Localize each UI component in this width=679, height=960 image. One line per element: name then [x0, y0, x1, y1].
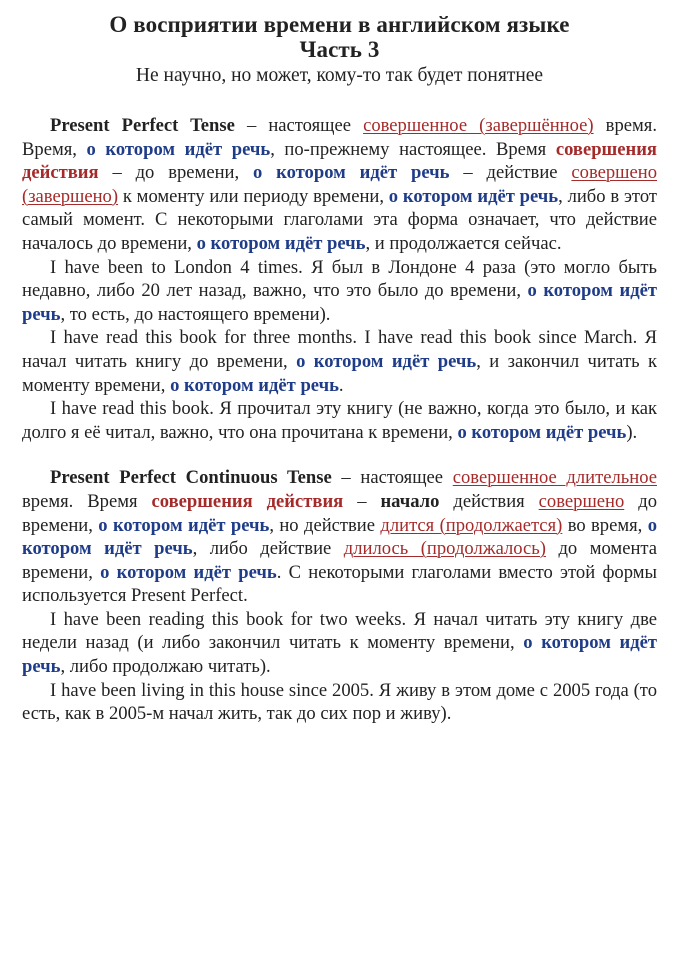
highlight-blue: о котором идёт речь [100, 561, 277, 583]
title-line-1: О восприятии времени в английском языке [109, 12, 570, 37]
highlight-red: совершения действия [151, 490, 344, 512]
highlight-bold: начало [380, 490, 440, 512]
highlight-blue: о котором идёт речь [22, 632, 657, 678]
highlight-blue: о котором идёт речь [196, 232, 366, 254]
present-perfect-continuous-term: Present Perfect Continuous Tense [50, 467, 332, 489]
highlight-blue: о котором идёт речь [98, 514, 270, 536]
highlight-blue: о котором идёт речь [86, 138, 271, 160]
highlight-underlined: совершено [538, 490, 625, 512]
present-perfect-term: Present Perfect Tense [50, 115, 235, 136]
present-perfect-definition: Present Perfect Tense – настоящее совершенное (завершённое) время. Время, о котором идёт речь, по-прежнему настоящее. Время совершения действия – до времени, о котором идёт речь – действие совершено (завершено) к моменту или периоду времени, о котором идёт речь, либо в этот самый момент. С некоторыми глаголами эта форма означает, что действие началось до времени, о котором идёт речь, и продолжается сейчас. [22, 115, 657, 254]
highlight-blue: о котором идёт речь [296, 350, 477, 372]
highlight-red: совершения действия [22, 138, 657, 184]
highlight-underlined: совершенное (завершённое) [363, 115, 594, 136]
highlight-underlined: совершенное длительное [452, 467, 657, 489]
present-perfect-example-3: I have read this book. Я прочитал эту книгу (не важно, когда это было, и как долго я её читал, важно, что она прочитана к времени, о котором идёт речь). [22, 398, 657, 443]
highlight-underlined: длится (продолжается) [380, 514, 563, 536]
page-subtitle: Не научно, но может, кому-то так будет понятнее [135, 65, 544, 86]
section-present-perfect-continuous [22, 466, 657, 726]
title-line-2: Часть 3 [299, 37, 380, 62]
highlight-underlined: (завершено) [22, 185, 119, 207]
highlight-underlined: совершено [571, 162, 657, 184]
present-perfect-continuous-example-1: I have been reading this book for two weeks. Я начал читать эту книгу две недели назад (и либо закончил читать к моменту времени, о котором идёт речь, либо продолжаю читать). [22, 608, 657, 678]
present-perfect-example-1: I have been to London 4 times. Я был в Лондоне 4 раза (это могло быть недавно, либо 20 лет назад, важно, что это было до времени, о котором идёт речь, то есть, до настоящего времени). [22, 256, 657, 325]
section-present-perfect [22, 114, 657, 444]
present-perfect-example-2: I have read this book for three months. I have read this book since March. Я начал читать книгу до времени, о котором идёт речь, и закончил читать к моменту времени, о котором идёт речь. [22, 327, 657, 396]
highlight-underlined: длилось (продолжалось) [343, 538, 546, 560]
page-title [22, 12, 657, 62]
present-perfect-continuous-definition: Present Perfect Continuous Tense – настоящее совершенное длительное время. Время совершения действия – начало действия совершено до времени, о котором идёт речь, но действие длится (продолжается) во время, о котором идёт речь, либо действие длилось (продолжалось) до момента времени, о котором идёт речь. С некоторыми глаголами вместо этой формы используется Present Perfect. [22, 467, 658, 607]
highlight-blue: о котором идёт речь [22, 514, 657, 560]
present-perfect-continuous-example-2: I have been living in this house since 2005. Я живу в этом доме с 2005 года (то есть, как в 2005-м начал жить, так до сих пор и живу). [22, 679, 657, 725]
highlight-blue: о котором идёт речь [457, 421, 627, 443]
highlight-blue: о котором идёт речь [170, 374, 339, 396]
highlight-blue: о котором идёт речь [252, 162, 450, 184]
highlight-blue: о котором идёт речь [388, 185, 559, 207]
highlight-blue: о котором идёт речь [22, 280, 657, 325]
